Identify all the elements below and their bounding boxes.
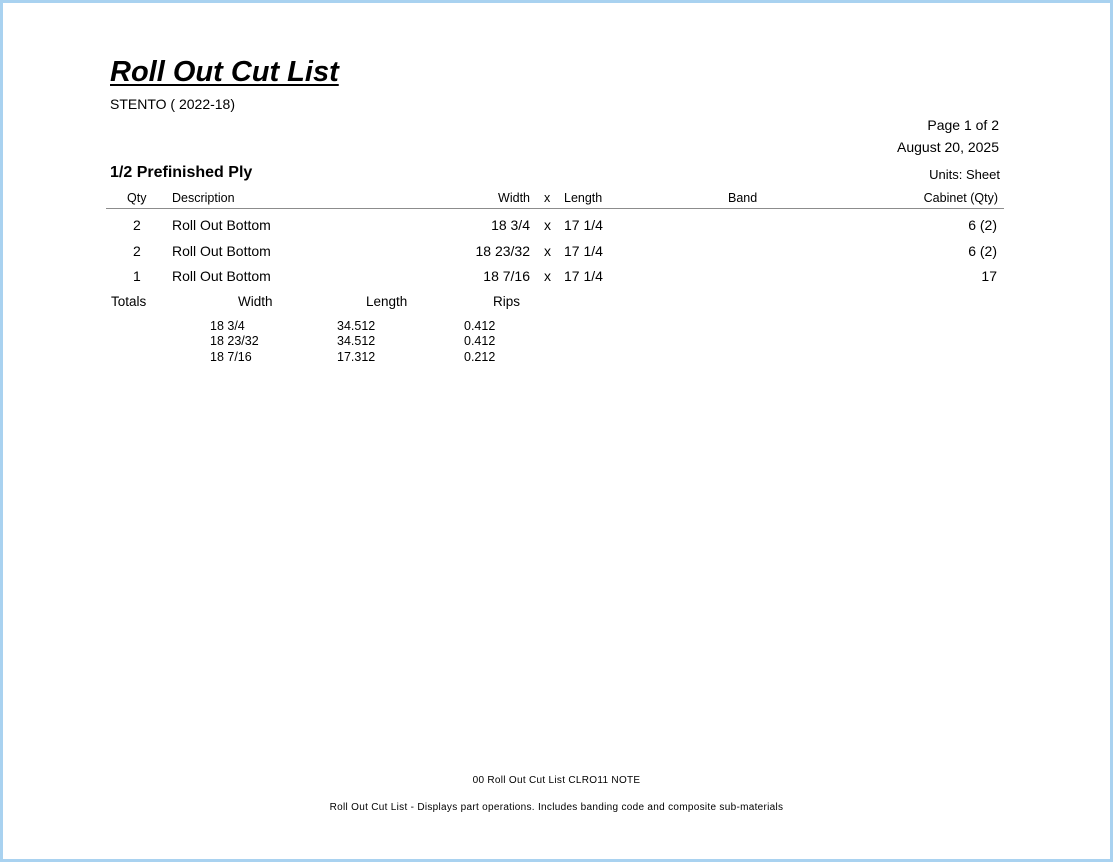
- totals-width: 18 3/4: [210, 319, 245, 333]
- units-label: Units: Sheet: [929, 167, 1000, 182]
- totals-label: Totals: [111, 294, 147, 309]
- header-divider: [106, 208, 1004, 209]
- job-name: STENTO ( 2022-18): [110, 96, 236, 112]
- row-width: 18 7/16: [483, 268, 530, 284]
- col-header-x: x: [544, 191, 551, 205]
- page-number: Page 1 of 2: [927, 117, 999, 133]
- totals-length-header: Length: [366, 294, 408, 309]
- row-width: 18 23/32: [475, 243, 530, 259]
- report-date: August 20, 2025: [897, 139, 999, 155]
- report-title: Roll Out Cut List: [110, 56, 339, 88]
- row-width: 18 3/4: [491, 217, 530, 233]
- totals-width: 18 7/16: [210, 350, 252, 364]
- totals-rips: 0.212: [464, 350, 496, 364]
- totals-rips: 0.412: [464, 319, 496, 333]
- col-header-length: Length: [564, 191, 603, 205]
- row-description: Roll Out Bottom: [172, 268, 271, 284]
- totals-length: 34.512: [337, 334, 376, 348]
- material-heading: 1/2 Prefinished Ply: [110, 164, 253, 181]
- row-x: x: [544, 268, 551, 284]
- row-description: Roll Out Bottom: [172, 243, 271, 259]
- row-length: 17 1/4: [564, 217, 603, 233]
- row-x: x: [544, 243, 551, 259]
- row-x: x: [544, 217, 551, 233]
- totals-rips: 0.412: [464, 334, 496, 348]
- col-header-qty: Qty: [127, 191, 147, 205]
- col-header-width: Width: [498, 191, 530, 205]
- footer-note: 00 Roll Out Cut List CLRO11 NOTE: [472, 775, 641, 786]
- col-header-description: Description: [172, 191, 235, 205]
- row-cabinet: 17: [981, 268, 997, 284]
- row-qty: 2: [133, 217, 141, 233]
- totals-length: 34.512: [337, 319, 376, 333]
- row-length: 17 1/4: [564, 268, 603, 284]
- row-cabinet: 6 (2): [968, 217, 997, 233]
- row-description: Roll Out Bottom: [172, 217, 271, 233]
- footer-description: Roll Out Cut List - Displays part operations. Includes banding code and composite sub-materials: [329, 802, 784, 813]
- totals-width: 18 23/32: [210, 334, 259, 348]
- totals-rips-header: Rips: [493, 294, 521, 309]
- row-qty: 1: [133, 268, 141, 284]
- row-length: 17 1/4: [564, 243, 603, 259]
- col-header-cabinet: Cabinet (Qty): [923, 191, 998, 205]
- col-header-band: Band: [728, 191, 758, 205]
- row-qty: 2: [133, 243, 141, 259]
- totals-width-header: Width: [238, 294, 273, 309]
- totals-length: 17.312: [337, 350, 376, 364]
- row-cabinet: 6 (2): [968, 243, 997, 259]
